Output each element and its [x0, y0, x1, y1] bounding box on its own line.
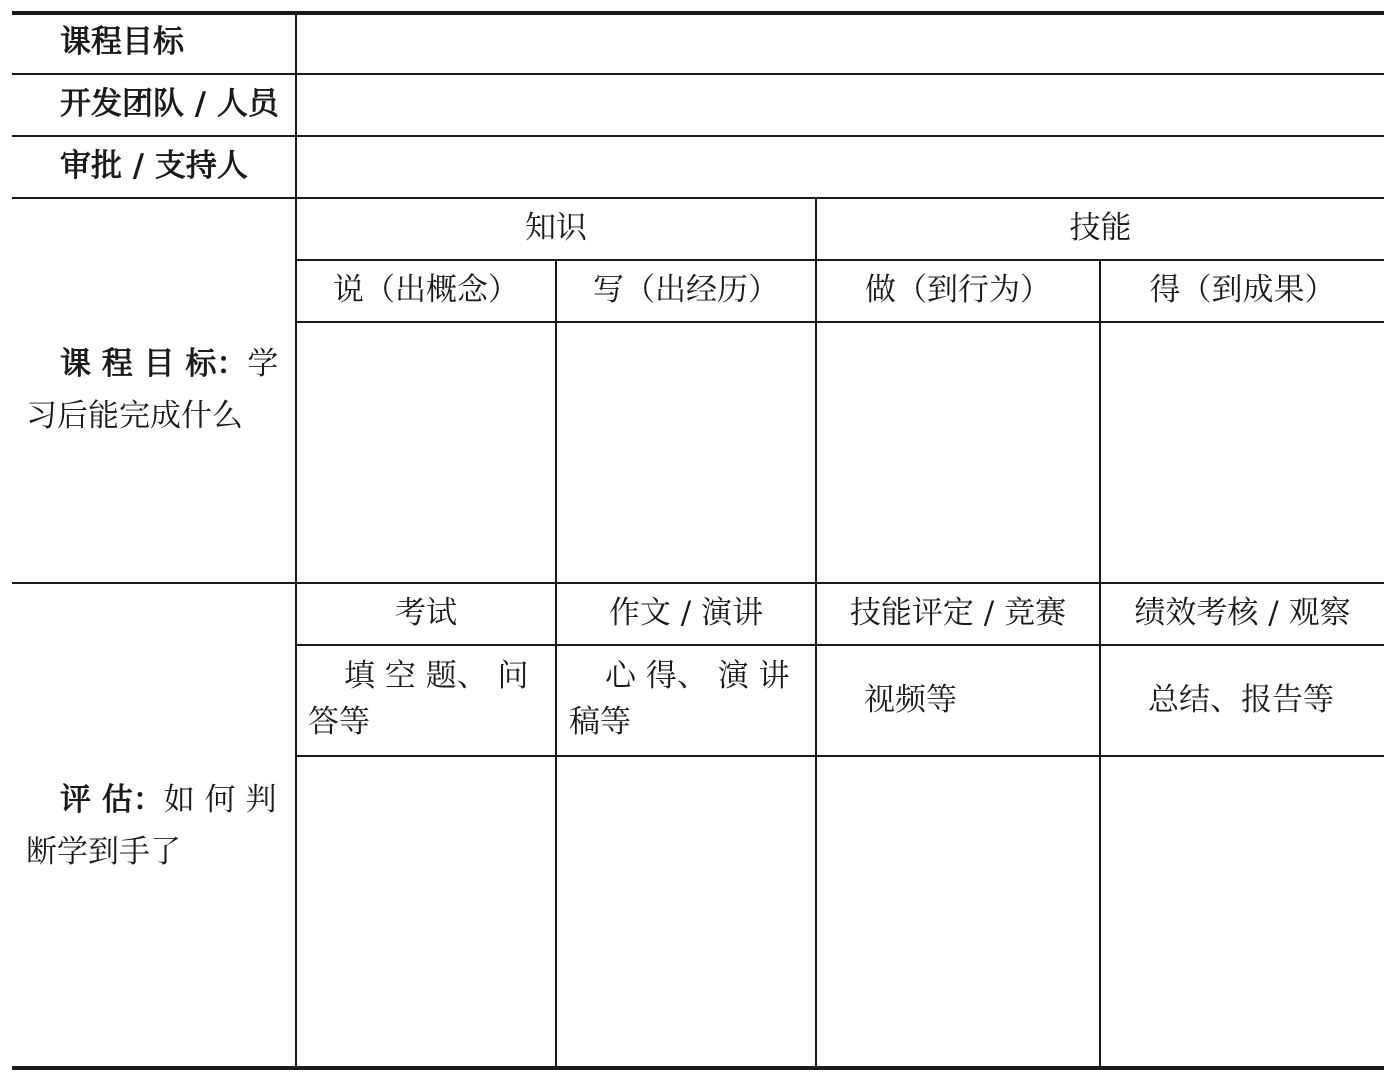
write-header: 写（出经历）: [593, 272, 779, 308]
skill-rating-desc: 视频等: [864, 682, 957, 718]
performance-header: 绩效考核 / 观察: [1134, 595, 1351, 631]
course-goal-label: 课程目标: [60, 24, 184, 60]
essay-header: 作文 / 演讲: [608, 595, 764, 631]
knowledge-header: 知识: [525, 210, 587, 246]
get-header: 得（到成果）: [1149, 272, 1336, 308]
assessment-row-label: [26, 777, 288, 875]
say-header: 说（出概念）: [333, 272, 519, 308]
section-divider: [12, 582, 1384, 584]
course-goal-value[interactable]: [298, 15, 1384, 73]
do-header: 做（到行为）: [865, 272, 1051, 308]
say-cell[interactable]: [297, 323, 555, 582]
objective-label-rest: 学: [247, 346, 279, 382]
essay-desc-line2: 稿等: [569, 704, 631, 740]
dev-team-label: 开发团队 / 人员: [60, 86, 279, 122]
skill-rating-header: 技能评定 / 竞赛: [849, 595, 1067, 631]
essay-desc: [569, 653, 809, 745]
do-cell[interactable]: [817, 323, 1099, 582]
performance-cell[interactable]: [1101, 757, 1384, 1066]
course-design-table: [12, 11, 1384, 1070]
objective-label-line2: 习后能完成什么: [26, 398, 243, 434]
skill-rating-cell[interactable]: [817, 757, 1099, 1066]
objective-header-divider: [296, 259, 1384, 261]
performance-desc: 总结、报告等: [1148, 682, 1334, 718]
assessment-header-divider: [296, 644, 1384, 646]
exam-desc-line1: 填 空 题、 问: [344, 658, 529, 694]
essay-desc-line1: 心 得、 演 讲: [605, 658, 790, 694]
exam-desc: [308, 653, 548, 745]
table-bottom-border: [12, 1066, 1384, 1070]
assessment-label-line2: 断学到手了: [26, 834, 181, 870]
get-cell[interactable]: [1101, 323, 1384, 582]
assessment-label-bold: 评 估：: [60, 782, 164, 818]
row-divider-3: [12, 197, 1384, 199]
write-cell[interactable]: [557, 323, 815, 582]
objective-row-label: [26, 341, 288, 439]
exam-desc-line2: 答等: [308, 704, 370, 740]
essay-cell[interactable]: [557, 757, 815, 1066]
objective-label-bold: 课 程 目 标：: [60, 346, 248, 382]
approver-value[interactable]: [298, 137, 1384, 197]
assessment-label-rest: 如 何 判: [163, 782, 277, 818]
skill-header: 技能: [1069, 210, 1132, 246]
exam-cell[interactable]: [297, 757, 555, 1066]
dev-team-value[interactable]: [298, 75, 1384, 135]
approver-label: 审批 / 支持人: [60, 148, 248, 184]
exam-header: 考试: [395, 595, 457, 631]
